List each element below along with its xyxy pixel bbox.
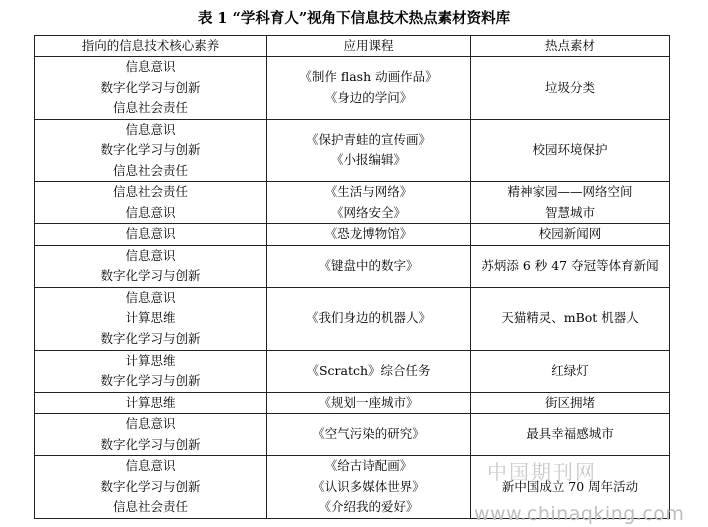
table-row [35,287,670,350]
cell-text-line: 计算思维 [125,310,176,326]
header-material: 热点素材 [471,36,670,57]
header-literacy: 指向的信息技术核心素养 [35,36,267,57]
table-row [35,350,670,392]
cell-course [267,57,471,120]
cell-course [267,350,471,392]
cell-literacy [35,57,267,120]
cell-text-line: 数字化学习与创新 [100,373,201,388]
cell-text-line: 信息意识 [125,458,176,474]
cell-text-line: 校园环境保护 [532,142,608,157]
cell-course [267,392,471,414]
hotspot-material-table [34,35,670,519]
cell-text-line: 《保护青蛙的宣传画》 [305,131,431,147]
cell-text-line: 数字化学习与创新 [100,478,201,494]
table-row [35,119,670,182]
cell-text-line: 信息意识 [125,204,176,220]
cell-text-line: 《身边的学问》 [324,89,413,105]
cell-text-line: 《Scratch》综合任务 [306,362,431,378]
cell-literacy [35,287,267,350]
table-row [35,224,670,246]
cell-material [471,414,670,456]
cell-material [471,182,670,224]
table-row [35,182,670,224]
cell-text-line: 垃圾分类 [544,79,595,95]
cell-text-line: 信息意识 [125,289,176,305]
cell-course [267,224,471,246]
table-row [35,57,670,120]
cell-text-line: 《规划一座城市》 [318,394,419,410]
cell-text-line: 苏炳添 6 秒 47 夺冠等体育新闻 [481,257,659,273]
table-row [35,245,670,287]
cell-text-line: 信息意识 [125,59,176,74]
cell-text-line: 信息社会责任 [112,100,188,115]
cell-course [267,245,471,287]
cell-text-line: 智慧城市 [544,204,595,220]
cell-text-line: 信息社会责任 [112,184,188,199]
cell-material [471,287,670,350]
cell-text-line: 《网络安全》 [330,204,406,220]
cell-text-line: 最具幸福感城市 [526,426,614,442]
cell-material [471,350,670,392]
cell-text-line: 数字化学习与创新 [100,79,201,95]
cell-text-line: 数字化学习与创新 [100,330,201,346]
cell-text-line: 街区拥堵 [544,394,595,410]
cell-material [471,224,670,246]
cell-text-line: 《恐龙博物馆》 [324,226,413,241]
table-row [35,392,670,414]
cell-material [471,119,670,182]
cell-text-line: 数字化学习与创新 [100,268,201,283]
cell-text-line: 信息意识 [125,416,176,431]
cell-literacy [35,182,267,224]
cell-text-line: 《我们身边的机器人》 [305,310,431,326]
table-row [35,414,670,456]
cell-literacy [35,245,267,287]
cell-text-line: 校园新闻网 [538,226,602,241]
cell-course [267,456,471,519]
cell-text-line: 《小报编辑》 [330,152,406,168]
cell-material [471,245,670,287]
cell-text-line: 《键盘中的数字》 [318,257,419,273]
cell-text-line: 天猫精灵、mBot 机器人 [501,310,639,326]
cell-literacy [35,224,267,246]
cell-text-line: 数字化学习与创新 [100,142,201,157]
cell-text-line: 信息社会责任 [112,162,188,178]
cell-literacy [35,414,267,456]
cell-text-line: 信息社会责任 [112,499,188,515]
cell-text-line: 信息意识 [125,247,176,263]
watermark-url: www.chinaqking.com [474,503,685,525]
cell-text-line: 《认识多媒体世界》 [312,478,425,494]
watermark-site-name: 中国期刊网 [487,460,597,484]
cell-text-line: 信息意识 [125,226,176,241]
cell-text-line: 《空气污染的研究》 [312,426,425,442]
cell-text-line: 计算思维 [125,352,176,368]
cell-text-line: 信息意识 [125,121,176,137]
cell-text-line: 《制作 flash 动画作品》 [299,69,438,85]
cell-course [267,287,471,350]
cell-literacy [35,392,267,414]
cell-literacy [35,456,267,519]
cell-text-line: 精神家园——网络空间 [507,184,633,199]
cell-text-line: 数字化学习与创新 [100,436,201,452]
cell-course [267,414,471,456]
cell-text-line: 《介绍我的爱好》 [318,499,419,515]
header-course: 应用课程 [267,36,471,57]
cell-course [267,119,471,182]
cell-text-line: 《给古诗配画》 [324,458,413,474]
cell-text-line: 《生活与网络》 [324,184,413,199]
cell-text-line: 红绿灯 [551,362,589,378]
table-header-row [35,36,670,57]
cell-material [471,57,670,120]
cell-course [267,182,471,224]
cell-material [471,392,670,414]
cell-literacy [35,119,267,182]
table-title: 表 1 “学科育人”视角下信息技术热点素材资料库 [197,10,511,27]
cell-text-line: 计算思维 [125,394,176,410]
cell-text-line: 新中国成立 70 周年活动 [501,478,639,494]
cell-literacy [35,350,267,392]
